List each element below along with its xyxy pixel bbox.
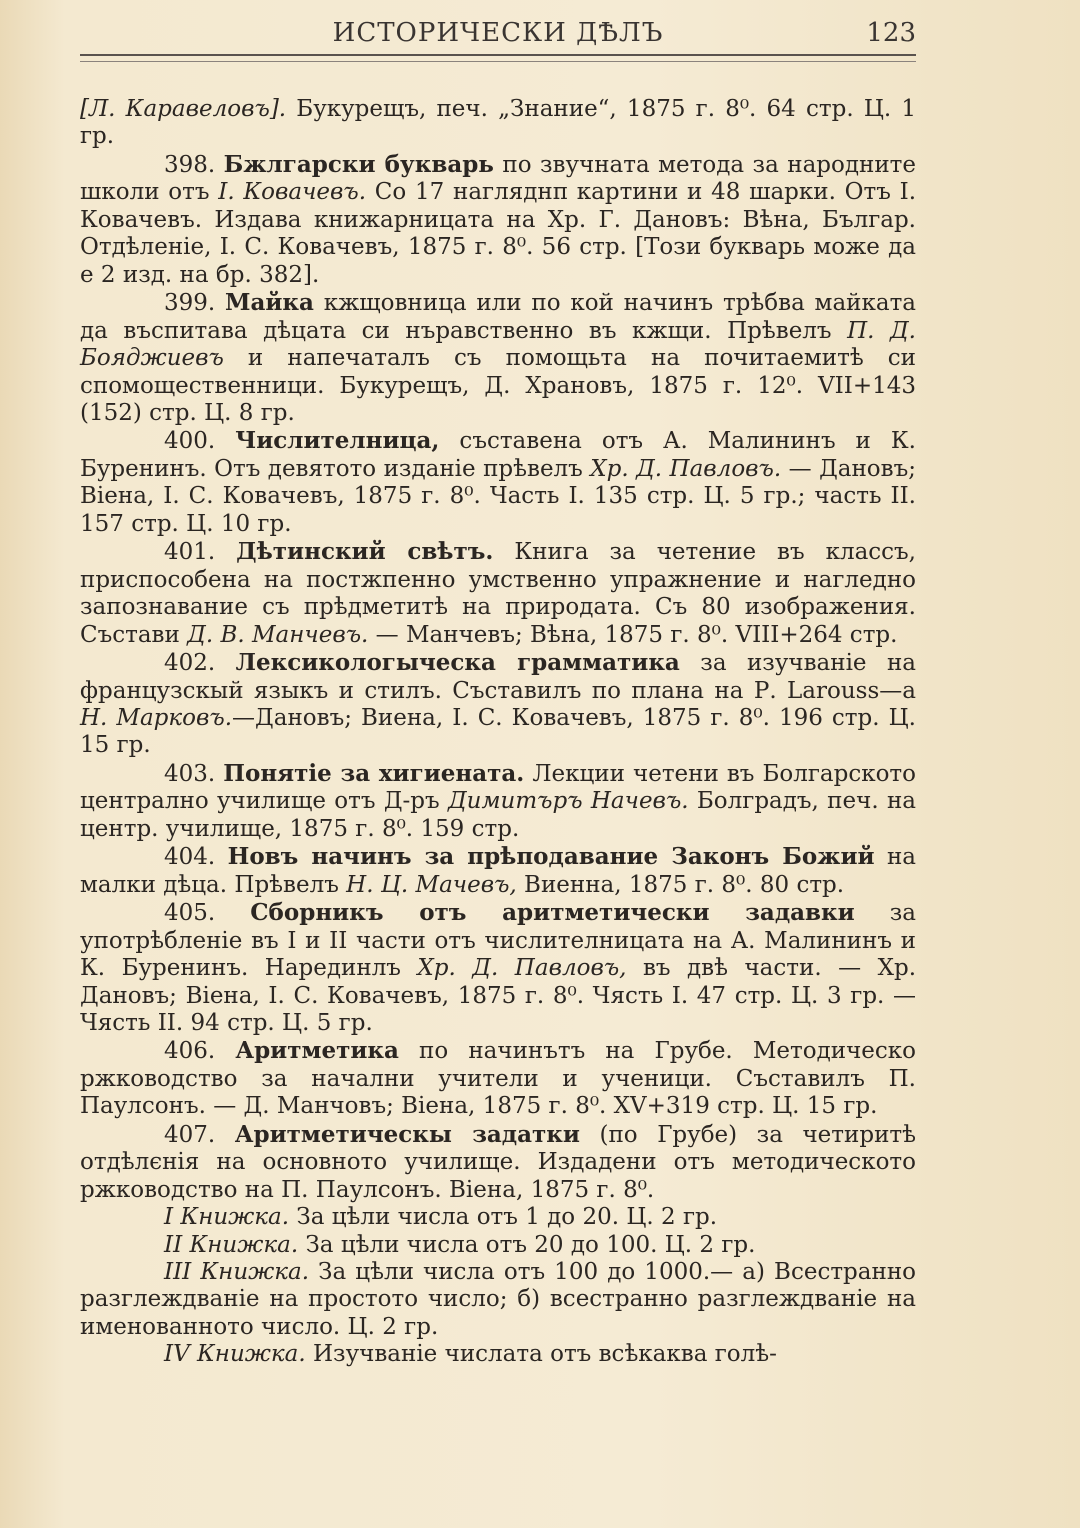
book-text: Изучваніе числата отъ всѣкаква голѣ- xyxy=(305,1341,777,1368)
book-label: III Книжка. xyxy=(164,1259,310,1286)
page-header xyxy=(80,12,916,52)
entry-author: Димитъръ Начевъ. xyxy=(447,788,689,815)
header-rule xyxy=(80,54,916,56)
page-number: 123 xyxy=(866,18,916,48)
entry-404 xyxy=(80,843,916,899)
running-head: ИСТОРИЧЕСКИ ДѢЛЪ xyxy=(332,18,664,48)
entry-text: и напечаталъ съ помощьта на почитаемитѣ си спомощественници. Букурещъ, Д. Храновъ, 1875 г. 12⁰. VII+143 (152) стр. Ц. 8 гр. xyxy=(80,345,916,426)
entry-author: Н. Марковъ. xyxy=(80,704,233,731)
book-text: За цѣли числа отъ 20 до 100. Ц. 2 гр. xyxy=(298,1231,756,1258)
entry-number: 406. xyxy=(164,1038,216,1065)
entry-text: кжщовница или по кой начинъ трѣбва майката да въспитава дѣцата си нъравственно въ кжщи. Прѣвелъ xyxy=(80,290,917,344)
entry-text: Со 17 нагляднп картини и 48 шарки. Отъ I. Ковачевъ. Издава книжарницата на Хр. Г. Дановъ: Вѣна, Българ. Отдѣленіе, I. С. Ковачевъ, 1875 г. 8⁰. 56 стр. [Този букварь може да е 2 изд. на бр. 382]. xyxy=(80,179,917,288)
entry-text: за употрѣбленіе въ I и II части отъ числителницата на А. Малининъ и К. Буренинъ. Нарединлъ xyxy=(80,900,916,982)
entry-text: Книга за четение въ классъ, приспособена на постжпенно умственно упражнение и нагледно запознавание съ прѣдметитѣ на природата. Съ 80 изображения. Състави xyxy=(80,539,916,648)
entry-number: 404. xyxy=(164,844,216,871)
entry-title: Сборникъ отъ аритметически задавки xyxy=(250,899,855,927)
book-label: I Книжка. xyxy=(164,1204,290,1231)
entry-title: Аритметическы задатки xyxy=(234,1120,580,1148)
entry-author: П. Д. Бояджиевъ xyxy=(80,317,916,372)
entry-author: Н. Ц. Мачевъ, xyxy=(346,871,517,898)
entry-402 xyxy=(80,649,916,760)
entry-401 xyxy=(80,538,916,649)
entry-399 xyxy=(80,289,916,427)
entry-title: Бжлгарски букварь xyxy=(223,150,494,178)
entry-continuation xyxy=(80,96,916,151)
entry-number: 400. xyxy=(164,428,216,455)
entry-author: [Л. Каравеловъ]. xyxy=(80,96,287,122)
entry-text: по звучната метода за народните школи отъ xyxy=(80,151,917,206)
entry-title: Лексикологыческа грамматика xyxy=(235,649,680,677)
entry-author: Хр. Д. Павловъ. xyxy=(590,455,782,482)
entry-text: по начинътъ на Грубе. Методическо ржководство за начални учители и ученици. Съставилъ П. Паулсонъ. — Д. Манчовъ; Віена, 1875 г. 8⁰. XV+319 стр. Ц. 15 гр. xyxy=(80,1038,917,1120)
book-text: За цѣли числа отъ 1 до 20. Ц. 2 гр. xyxy=(289,1204,718,1231)
entry-number: 403. xyxy=(164,760,216,787)
entry-text: Букурещъ, печ. „Знание“, 1875 г. 8⁰. 64 стр. Ц. 1 гр. xyxy=(80,96,916,150)
entry-text: въ двѣ части. — Хр. Дановъ; Віена, I. С. Ковачевъ, 1875 г. 8⁰. Чясть I. 47 стр. Ц. 3 гр. — Чясть II. 94 стр. Ц. 5 гр. xyxy=(80,955,917,1036)
entry-title: Понятіе за хигиената. xyxy=(223,759,525,787)
book-3 xyxy=(80,1259,916,1341)
entry-text: за изучваніе на французскый языкъ и стилъ. Съставилъ по плана на Р. Larouss—а xyxy=(80,650,917,704)
entry-number: 405. xyxy=(164,900,216,927)
entry-number: 402. xyxy=(164,650,216,677)
entry-number: 399. xyxy=(164,290,216,317)
entry-text: — Манчевъ; Вѣна, 1875 г. 8⁰. VIII+264 стр. xyxy=(368,621,898,648)
entry-number: 398. xyxy=(164,151,216,178)
entry-text: (по Грубе) за четиритѣ отдѣлєнія на основното училище. Издадени отъ методическото ржководство на П. Паулсонъ. Віена, 1875 г. 8⁰. xyxy=(80,1121,916,1203)
entry-text: съставена отъ А. Малининъ и К. Буренинъ. Отъ девятото изданіе прѣвелъ xyxy=(80,428,916,482)
entry-number: 401. xyxy=(164,539,216,566)
entry-title: Майка xyxy=(225,289,314,317)
entry-title: Аритметика xyxy=(235,1037,399,1065)
entry-405 xyxy=(80,899,916,1037)
entry-text: Лекции четени въ Болгарското централно училище отъ Д-ръ xyxy=(80,760,917,815)
entry-author: I. Ковачевъ. xyxy=(218,179,367,206)
page-body xyxy=(80,96,916,1369)
book-4 xyxy=(80,1341,916,1368)
entry-text: —Дановъ; Виена, I. С. Ковачевъ, 1875 г. 8⁰. 196 стр. Ц. 15 гр. xyxy=(80,704,916,759)
entry-text: Виенна, 1875 г. 8⁰. 80 стр. xyxy=(516,871,845,898)
book-label: IV Книжка. xyxy=(164,1341,306,1368)
book-1 xyxy=(80,1204,916,1231)
book-2 xyxy=(80,1232,916,1259)
entry-407 xyxy=(80,1121,916,1204)
entry-text: — Дановъ; Віена, I. С. Ковачевъ, 1875 г. 8⁰. Часть I. 135 стр. Ц. 5 гр.; часть II. 157 стр. Ц. 10 гр. xyxy=(80,455,916,537)
header-rule-thin xyxy=(80,61,916,62)
entry-text: на малки дѣца. Прѣвелъ xyxy=(80,844,916,898)
entry-author: Д. В. Манчевъ. xyxy=(187,621,369,648)
entry-number: 407. xyxy=(164,1121,216,1148)
entry-400 xyxy=(80,427,916,538)
entry-title: Новъ начинъ за прѣподавание Законъ Божий xyxy=(227,843,875,871)
entry-title: Числителница, xyxy=(235,427,440,455)
entry-title: Дѣтинский свѣтъ. xyxy=(236,538,494,566)
book-text: За цѣли числа отъ 100 до 1000.— а) Всестранно разглеждваніе на простото число; б) всестранно разглеждваніе на именованното число. Ц. 2 гр. xyxy=(80,1259,917,1340)
entry-author: Хр. Д. Павловъ, xyxy=(417,955,627,982)
book-label: II Книжка. xyxy=(164,1231,299,1258)
entry-398 xyxy=(80,151,916,289)
entry-403 xyxy=(80,760,916,843)
entry-406 xyxy=(80,1037,916,1120)
entry-text: Болградъ, печ. на центр. училище, 1875 г. 8⁰. 159 стр. xyxy=(80,788,916,842)
